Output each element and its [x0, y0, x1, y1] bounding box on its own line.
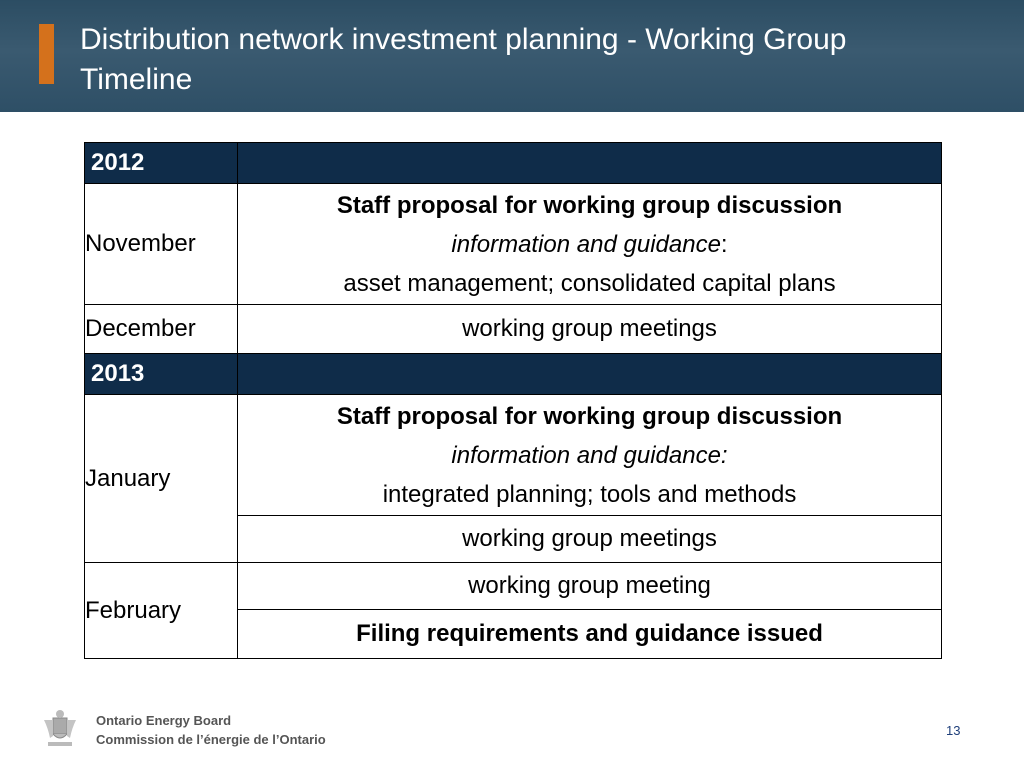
org-name-en: Ontario Energy Board	[96, 713, 232, 728]
colon: :	[720, 230, 728, 258]
slide-header	[0, 0, 1024, 112]
description-cell	[238, 395, 942, 516]
info-guidance-line: information and guidance:	[451, 441, 728, 469]
month-cell: February	[85, 563, 238, 659]
description-cell: working group meeting	[238, 563, 942, 610]
info-guidance-line	[238, 225, 941, 264]
slide-title	[80, 20, 1000, 100]
year-cell-blank	[238, 143, 942, 184]
table-row-february	[85, 563, 942, 610]
org-name-fr: Commission de l’énergie de l’Ontario	[96, 732, 326, 747]
topics-line: integrated planning; tools and methods	[382, 480, 797, 508]
description-cell: Filing requirements and guidance issued	[238, 610, 942, 659]
timeline-table	[84, 142, 942, 659]
proposal-heading: Staff proposal for working group discussion	[336, 402, 843, 430]
year-cell: 2012	[85, 143, 238, 184]
description-cell: working group meetings	[238, 305, 942, 354]
table-row-december	[85, 305, 942, 354]
accent-bar	[39, 24, 54, 84]
table-row-january	[85, 395, 942, 516]
title-line-2: Timeline	[80, 63, 193, 96]
year-cell: 2013	[85, 354, 238, 395]
page-number: 13	[946, 723, 961, 738]
table-row-november	[85, 184, 942, 305]
title-line-1: Distribution network investment planning - Working Group	[80, 23, 847, 56]
month-cell: November	[85, 184, 238, 305]
month-cell: December	[85, 305, 238, 354]
month-cell: January	[85, 395, 238, 563]
description-cell: working group meetings	[238, 516, 942, 563]
description-cell	[238, 184, 942, 305]
topics-line: asset management; consolidated capital plans	[343, 269, 836, 297]
ontario-coat-of-arms-icon	[40, 708, 80, 750]
year-cell-blank	[238, 354, 942, 395]
year-row-2012	[85, 143, 942, 184]
year-row-2013	[85, 354, 942, 395]
info-guidance-label: information and guidance	[451, 230, 721, 258]
proposal-heading: Staff proposal for working group discussion	[336, 191, 843, 219]
